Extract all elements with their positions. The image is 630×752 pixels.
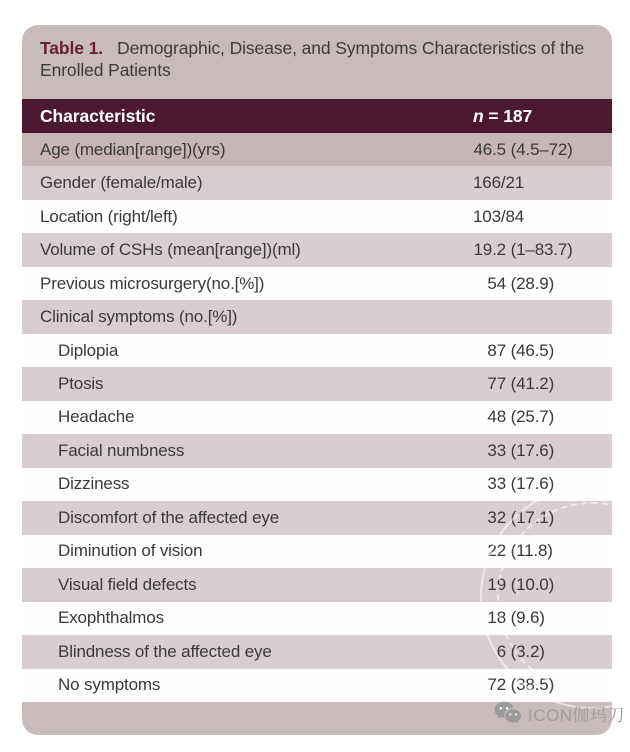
table-row xyxy=(22,233,612,266)
row-label: Blindness of the affected eye xyxy=(58,641,272,661)
row-value xyxy=(473,140,612,160)
row-value-rest: (17.6) xyxy=(506,440,555,460)
row-value xyxy=(473,642,612,662)
row-value xyxy=(473,675,612,695)
row-label: No symptoms xyxy=(58,675,161,695)
row-value-rest: (17.1) xyxy=(506,507,555,527)
table-row xyxy=(22,367,612,400)
row-value xyxy=(473,240,612,260)
watermark-text: ICON伽玛刀 xyxy=(528,706,625,725)
n-symbol: n xyxy=(473,105,484,126)
row-value-rest: (41.2) xyxy=(506,374,555,394)
table-row xyxy=(22,267,612,300)
row-value-rest: (4.5–72) xyxy=(506,139,573,159)
row-label: Volume of CSHs (mean[range])(ml) xyxy=(40,240,301,260)
row-label: Facial numbness xyxy=(58,440,185,460)
row-label: Location (right/left) xyxy=(40,206,178,226)
table-row xyxy=(22,468,612,501)
row-value-count: 54 xyxy=(487,273,506,293)
row-value-count: 19.2 xyxy=(473,240,506,260)
row-value-count: 166/21 xyxy=(473,173,525,193)
table-row xyxy=(22,300,612,333)
row-value xyxy=(473,307,612,327)
row-value xyxy=(473,407,612,427)
table-row xyxy=(22,434,612,467)
table-row xyxy=(22,602,612,635)
row-value-rest: (25.7) xyxy=(506,407,555,427)
row-value-count: 18 xyxy=(487,608,506,628)
row-value-count: 33 xyxy=(487,440,506,460)
table-row xyxy=(22,401,612,434)
row-value xyxy=(473,374,612,394)
row-value-count: 19 xyxy=(487,574,506,594)
table-row xyxy=(22,334,612,367)
row-label: Previous microsurgery(no.[%]) xyxy=(40,273,265,293)
row-value-count: 32 xyxy=(487,507,506,527)
row-value xyxy=(473,341,612,361)
row-value-count: 87 xyxy=(487,340,506,360)
row-value xyxy=(473,207,612,227)
row-label: Clinical symptoms (no.[%]) xyxy=(40,307,238,327)
header-characteristic: Characteristic xyxy=(40,105,156,126)
row-label: Diminution of vision xyxy=(58,541,203,561)
table-row xyxy=(22,568,612,601)
table-row xyxy=(22,166,612,199)
row-label: Headache xyxy=(58,407,135,427)
row-label: Visual field defects xyxy=(58,574,197,594)
row-value-rest: (46.5) xyxy=(506,340,555,360)
row-value-count: 72 xyxy=(487,675,506,695)
row-value-rest: (17.6) xyxy=(506,474,555,494)
row-value xyxy=(473,474,612,494)
table-body xyxy=(22,133,612,702)
table-card xyxy=(22,25,612,735)
row-value xyxy=(473,441,612,461)
row-label: Discomfort of the affected eye xyxy=(58,507,280,527)
table-title: Demographic, Disease, and Symptoms Characteristics of the Enrolled Patients xyxy=(40,38,585,80)
row-value-count: 33 xyxy=(487,474,506,494)
row-label: Age (median[range])(yrs) xyxy=(40,139,226,159)
table-caption xyxy=(22,25,612,99)
table-row xyxy=(22,535,612,568)
header-n-count xyxy=(473,106,612,127)
row-value xyxy=(473,274,612,294)
row-label: Ptosis xyxy=(58,374,104,394)
table-number-label: Table 1. xyxy=(40,38,104,58)
row-label: Exophthalmos xyxy=(58,608,164,628)
row-value xyxy=(473,608,612,628)
row-value-count: 6 xyxy=(496,641,506,661)
table-row xyxy=(22,133,612,166)
table-row xyxy=(22,635,612,668)
table-header-row xyxy=(22,99,612,133)
row-value xyxy=(473,173,612,193)
row-value-rest: (1–83.7) xyxy=(506,240,573,260)
row-value-rest: (9.6) xyxy=(506,608,545,628)
n-value: = 187 xyxy=(483,105,533,126)
table-row xyxy=(22,200,612,233)
row-label: Gender (female/male) xyxy=(40,173,203,193)
row-label: Diplopia xyxy=(58,340,119,360)
row-value-count: 46.5 xyxy=(473,139,506,159)
row-label: Dizziness xyxy=(58,474,130,494)
row-value-rest: (3.2) xyxy=(506,641,545,661)
row-value-count: 48 xyxy=(487,407,506,427)
row-value-count: 22 xyxy=(487,541,506,561)
row-value-rest: (28.9) xyxy=(506,273,555,293)
row-value-rest: (38.5) xyxy=(506,675,555,695)
row-value-count: 103/84 xyxy=(473,206,525,226)
row-value xyxy=(473,541,612,561)
row-value xyxy=(473,508,612,528)
table-row xyxy=(22,669,612,702)
row-value-rest: (11.8) xyxy=(506,541,553,561)
row-value-count: 77 xyxy=(487,374,506,394)
row-value xyxy=(473,575,612,595)
row-value-rest: (10.0) xyxy=(506,574,555,594)
table-row xyxy=(22,501,612,534)
